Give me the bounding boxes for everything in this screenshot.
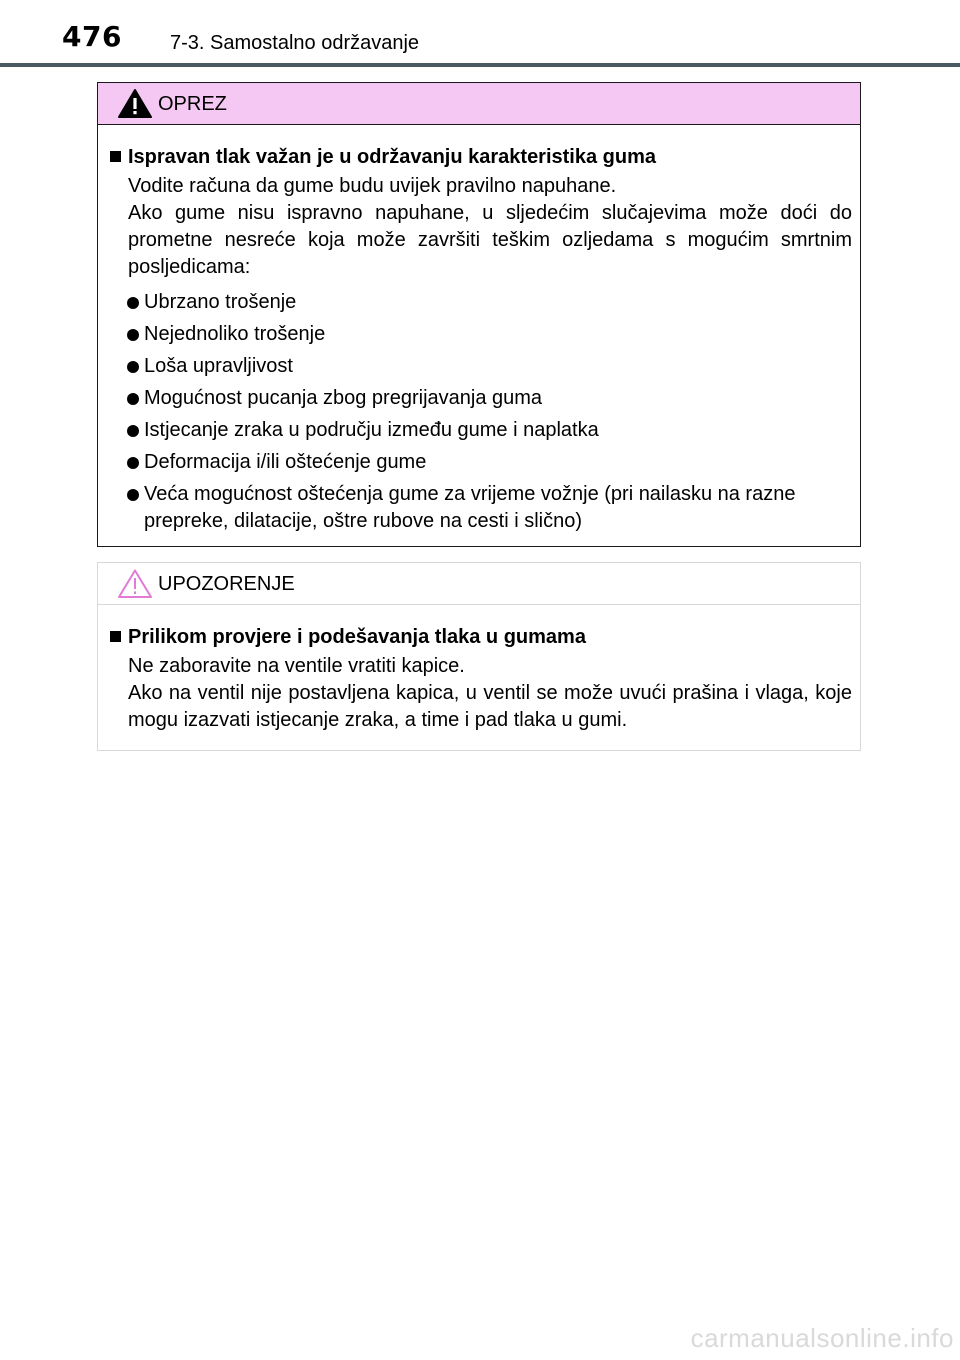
warning-paragraph: Ne zaboravite na ventile vratiti kapice. — [128, 655, 465, 677]
caution-bullet-list — [106, 289, 852, 535]
list-item — [106, 417, 852, 444]
warning-heading — [106, 625, 852, 650]
warning-body — [98, 625, 860, 734]
warning-triangle-outline-icon — [117, 568, 153, 599]
round-bullet-icon — [127, 457, 139, 469]
caution-paragraph: Vodite računa da gume budu uvijek pravilno napuhane. — [128, 175, 617, 197]
caution-header — [98, 83, 860, 125]
header-divider — [0, 63, 960, 67]
watermark: carmanualsonline.info — [690, 1323, 954, 1353]
caution-paragraph: Ako gume nisu ispravno napuhane, u sljedećim slučajevima može doći do prometne nesreće koja može završiti teškim ozljedama s mogućim smrtnim posljedicama: — [128, 202, 852, 278]
list-item-text: Mogućnost pucanja zbog pregrijavanja guma — [144, 387, 543, 409]
warning-triangle-icon — [117, 88, 153, 119]
warning-heading-text: Prilikom provjere i podešavanja tlaka u gumama — [128, 626, 586, 648]
page-number: 476 — [62, 20, 122, 53]
list-item — [106, 289, 852, 316]
list-item — [106, 481, 852, 535]
round-bullet-icon — [127, 329, 139, 341]
list-item-text: Istjecanje zraka u području između gume i naplatka — [144, 419, 599, 441]
list-item-text: Loša upravljivost — [144, 355, 293, 377]
list-item — [106, 321, 852, 348]
page-header — [0, 0, 960, 70]
warning-paragraph: Ako na ventil nije postavljena kapica, u ventil se može uvući prašina i vlaga, koje mogu izazvati istjecanje zraka, a time i pad tlaka u gumi. — [128, 682, 852, 731]
square-bullet-icon — [110, 631, 121, 642]
round-bullet-icon — [127, 393, 139, 405]
round-bullet-icon — [127, 425, 139, 437]
warning-box — [97, 562, 861, 751]
warning-label: UPOZORENJE — [158, 573, 295, 595]
list-item — [106, 449, 852, 476]
round-bullet-icon — [127, 297, 139, 309]
round-bullet-icon — [127, 489, 139, 501]
round-bullet-icon — [127, 361, 139, 373]
caution-heading-text: Ispravan tlak važan je u održavanju karakteristika guma — [128, 146, 657, 168]
section-title: 7-3. Samostalno održavanje — [170, 32, 420, 54]
list-item-text: Deformacija i/ili oštećenje gume — [144, 451, 427, 473]
warning-header — [98, 563, 860, 605]
caution-heading — [106, 145, 852, 170]
square-bullet-icon — [110, 151, 121, 162]
caution-label: OPREZ — [158, 93, 227, 115]
list-item-text: Nejednoliko trošenje — [144, 323, 326, 345]
list-item — [106, 353, 852, 380]
list-item-text: Ubrzano trošenje — [144, 291, 297, 313]
list-item — [106, 385, 852, 412]
caution-box — [97, 82, 861, 547]
list-item-text: Veća mogućnost oštećenja gume za vrijeme vožnje (pri nailasku na razne prepreke, dilatacije, oštre rubove na cesti i slično) — [144, 483, 796, 532]
caution-body — [98, 145, 860, 535]
